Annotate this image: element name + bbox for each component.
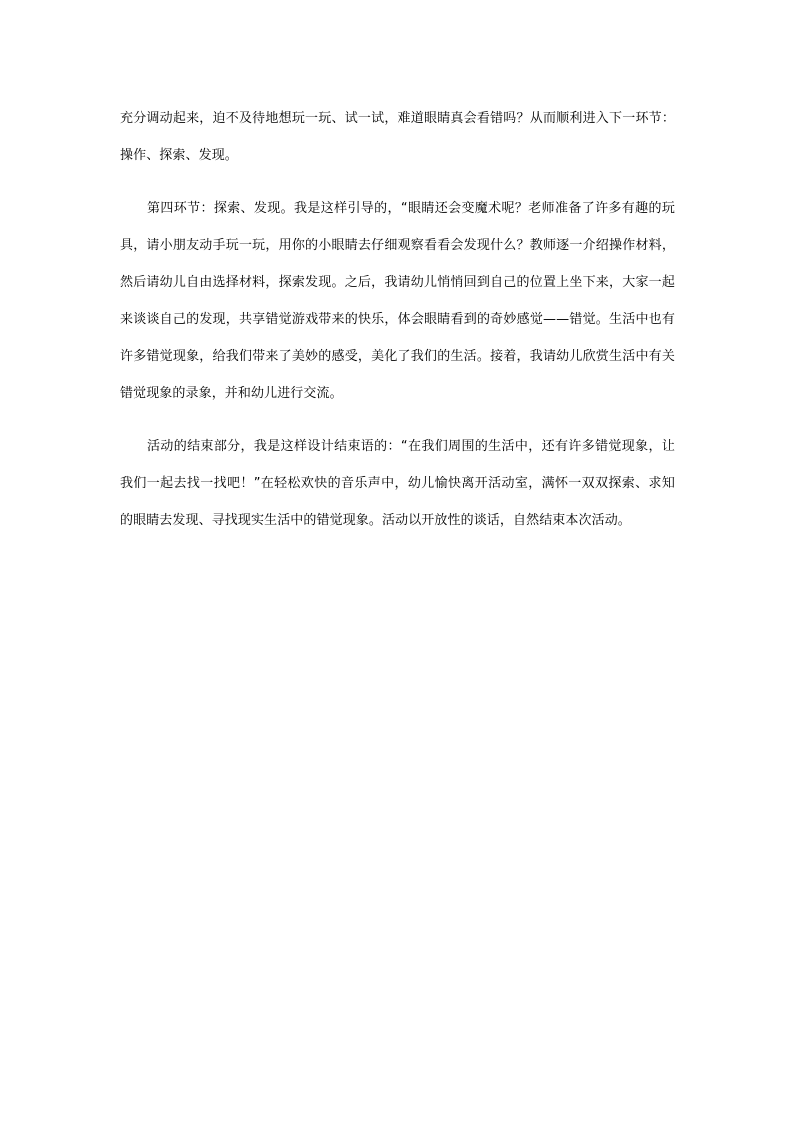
paragraph-1 (120, 100, 675, 174)
text-line: 的眼睛去发现、寻找现实生活中的错觉现象。活动以开放性的谈话，自然结束本次活动。 (120, 513, 631, 528)
text-line: 第四环节：探索、发现。我是这样引导的，“眼睛还会变魔术呢？老师准备了许多有趣的玩 (147, 201, 675, 216)
paragraph-gap (120, 412, 675, 428)
text-line: 然后请幼儿自由选择材料，探索发现。之后，我请幼儿悄悄回到自己的位置上坐下来，大家一起 (120, 275, 675, 290)
text-line: 具，请小朋友动手玩一玩，用你的小眼睛去仔细观察看看会发现什么？教师逐一介绍操作材料， (120, 238, 675, 253)
text-line: 操作、探索、发现。 (120, 148, 238, 163)
paragraph-2 (120, 190, 675, 412)
document-page (120, 100, 675, 539)
text-line: 我们一起去找一找吧！”在轻松欢快的音乐声中，幼儿愉快离开活动室，满怀一双双探索、求知 (120, 476, 675, 491)
paragraph-3 (120, 428, 675, 539)
text-line: 来谈谈自己的发现，共享错觉游戏带来的快乐，体会眼睛看到的奇妙感觉——错觉。生活中也有 (120, 312, 675, 327)
text-line: 错觉现象的录象，并和幼儿进行交流。 (120, 386, 343, 401)
text-line: 活动的结束部分，我是这样设计结束语的：“在我们周围的生活中，还有许多错觉现象，让 (147, 439, 675, 454)
paragraph-gap (120, 174, 675, 190)
text-line: 许多错觉现象，给我们带来了美妙的感受，美化了我们的生活。接着，我请幼儿欣赏生活中有关 (120, 349, 675, 364)
text-line: 充分调动起来，迫不及待地想玩一玩、试一试，难道眼睛真会看错吗？从而顺利进入下一环节： (120, 111, 675, 126)
